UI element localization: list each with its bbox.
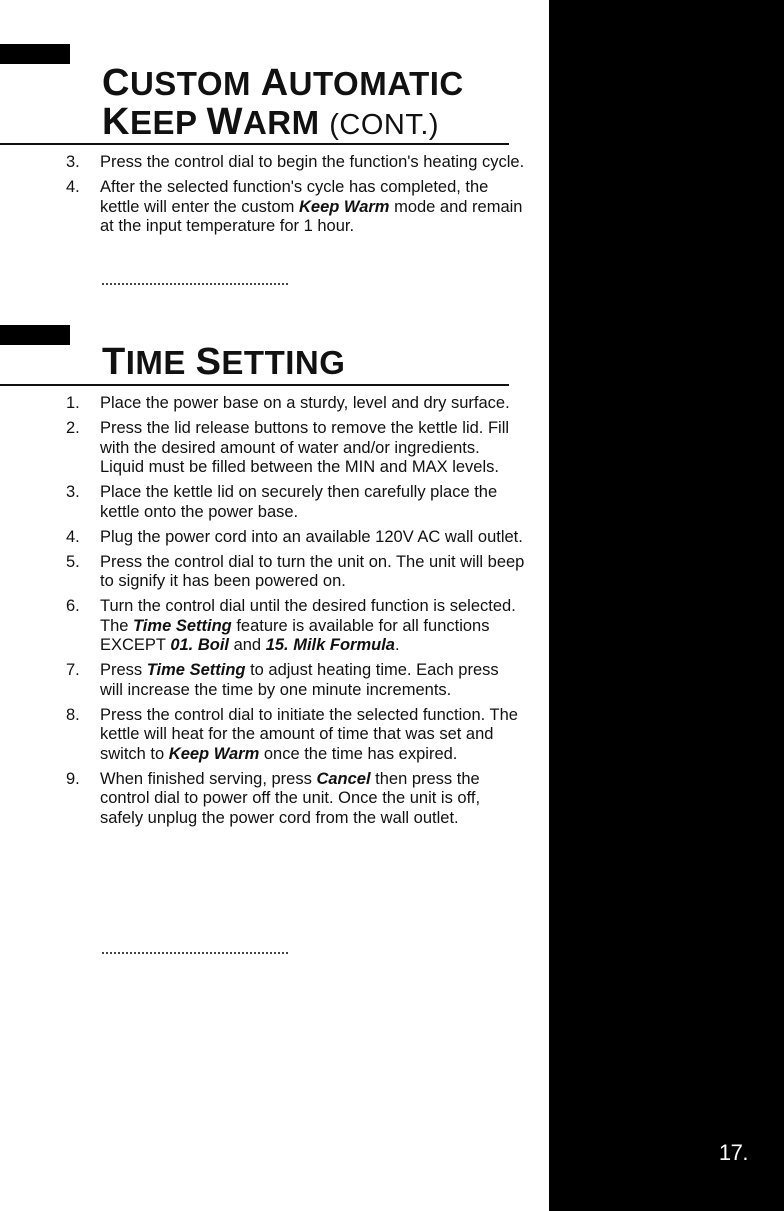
step-emphasis-text: Keep Warm: [168, 744, 260, 763]
step-number: 2.: [66, 419, 80, 437]
title-time-setting: TIME SETTING: [102, 341, 346, 383]
page-sidebar: [549, 0, 784, 1211]
title-suffix: (CONT.): [329, 109, 440, 141]
step-item: [66, 597, 526, 656]
step-text: Press: [100, 661, 147, 679]
step-item: [66, 153, 526, 173]
step-number: 4.: [66, 178, 80, 196]
section-divider: [0, 143, 509, 145]
step-number: 8.: [66, 705, 80, 724]
step-item: [66, 419, 526, 478]
step-item: [66, 528, 526, 548]
step-number: 3.: [66, 153, 80, 171]
step-number: 6.: [66, 597, 80, 615]
section-tab-marker: [0, 325, 70, 345]
steps-list-time-setting: [66, 394, 526, 834]
step-emphasis-text: Time Setting: [146, 661, 246, 679]
step-text: Press the control dial to begin the function's heating cycle.: [100, 153, 525, 171]
step-number: 3.: [66, 483, 80, 501]
step-number: 5.: [66, 552, 80, 571]
section-title-time-setting: [102, 343, 345, 382]
step-text: once the time has expired.: [259, 744, 458, 763]
step-text: .: [395, 636, 400, 654]
step-item: [66, 770, 526, 829]
step-emphasis-text: Cancel: [316, 769, 371, 788]
step-emphasis-text: 01. Boil: [170, 636, 229, 654]
step-item: [66, 553, 526, 592]
step-text: Plug the power cord into an available 120V AC wall outlet.: [100, 527, 523, 546]
step-item: [66, 483, 526, 522]
page-number: 17.: [718, 1140, 748, 1165]
step-text: Press the control dial to turn the unit on. The unit will beep to signify it has been powered on.: [100, 552, 525, 590]
section-end-dotted-rule: [102, 952, 288, 954]
steps-list-custom-keep-warm: [66, 153, 526, 242]
step-item: [66, 661, 526, 700]
step-text: Press the lid release buttons to remove the kettle lid. Fill with the desired amount of water and/or ingredients. Liquid must be filled between the MIN and MAX levels.: [100, 419, 510, 476]
step-emphasis-text: Time Setting: [133, 616, 232, 635]
step-text: mode and remain at the input temperature for 1 hour.: [100, 197, 523, 235]
step-item: [66, 394, 526, 414]
step-emphasis-text: 15. Milk Formula: [265, 636, 395, 654]
section-tab-marker: [0, 44, 70, 64]
title-line-1: CUSTOM AUTOMATIC: [102, 62, 464, 104]
step-text: Place the power base on a sturdy, level and dry surface.: [100, 394, 510, 412]
step-text: Place the kettle lid on securely then carefully place the kettle onto the power base.: [100, 483, 498, 521]
step-emphasis-text: Keep Warm: [299, 197, 390, 216]
step-number: 4.: [66, 527, 80, 546]
step-number: 9.: [66, 769, 80, 788]
step-text: and: [229, 636, 266, 654]
step-text: When finished serving, press: [100, 769, 317, 788]
section-divider: [0, 384, 509, 386]
step-item: [66, 706, 526, 765]
step-text: then press the control dial to power off the unit. Once the unit is off, safely unplug the power cord from the wall outlet.: [100, 769, 481, 827]
step-text: Press the control dial to initiate the selected function. The kettle will heat for the amount of time that was set and switch to: [100, 705, 518, 763]
step-number: 1.: [66, 394, 80, 412]
step-number: 7.: [66, 661, 80, 679]
step-item: [66, 178, 526, 237]
section-title-custom-keep-warm: [102, 64, 464, 144]
step-text: feature is available for all functions EXCEPT: [100, 616, 490, 654]
step-text: Turn the control dial until the desired function is selected. The: [100, 597, 516, 635]
title-line-2: KEEP WARM: [102, 101, 320, 143]
step-text: to adjust heating time. Each press will increase the time by one minute increments.: [100, 661, 499, 699]
step-text: After the selected function's cycle has completed, the kettle will enter the custom: [100, 178, 489, 216]
section-end-dotted-rule: [102, 283, 288, 285]
